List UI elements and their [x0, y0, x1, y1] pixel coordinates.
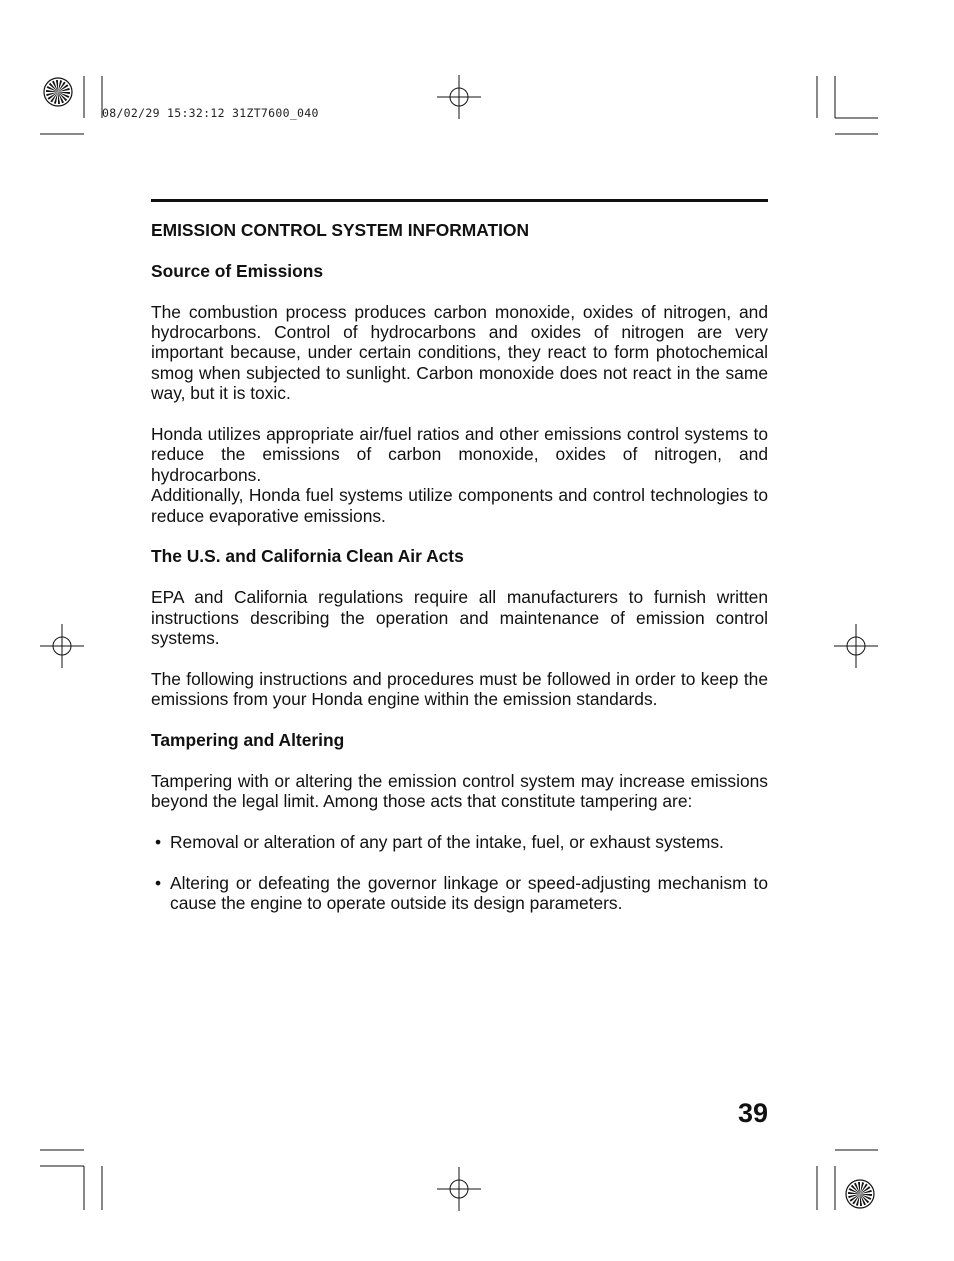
bullet-icon: •: [155, 832, 162, 853]
print-timestamp: 08/02/29 15:32:12 31ZT7600_040: [102, 106, 319, 120]
paragraph: Honda utilizes appropriate air/fuel ratios and other emissions control systems to reduce the emissions of carbon monoxide, oxides of nitrogen, and hydrocarbons.: [151, 424, 768, 485]
registration-starburst-top-left: [44, 78, 72, 106]
registration-crosshair-right: [834, 624, 878, 668]
paragraph: Tampering with or altering the emission control system may increase emissions beyond the legal limit. Among those acts that constitute tampering are:: [151, 770, 768, 812]
registration-crosshair-left: [40, 624, 84, 668]
page-content: [151, 220, 768, 934]
header-rule: [151, 199, 768, 202]
subheading-clean-air-acts: The U.S. and California Clean Air Acts: [151, 546, 464, 567]
subheading-source-of-emissions: Source of Emissions: [151, 260, 324, 281]
list-item: [151, 873, 768, 914]
list-item-text: Removal or alteration of any part of the intake, fuel, or exhaust systems.: [170, 832, 724, 853]
bullet-icon: •: [155, 872, 162, 893]
registration-starburst-bottom-right: [846, 1180, 874, 1208]
tampering-list: [151, 832, 768, 914]
subheading-tampering: Tampering and Altering: [151, 730, 345, 751]
registration-crosshair-top: [437, 75, 481, 119]
paragraph: Additionally, Honda fuel systems utilize components and control technologies to reduce evaporative emissions.: [151, 485, 768, 526]
paragraph: EPA and California regulations require all manufacturers to furnish written instructions describing the operation and maintenance of emission control systems.: [151, 587, 768, 649]
paragraph: The following instructions and procedures must be followed in order to keep the emissions from your Honda engine within the emission standards.: [151, 668, 768, 710]
paragraph: The combustion process produces carbon monoxide, oxides of nitrogen, and hydrocarbons. Control of hydrocarbons and oxides of nitrogen are very important because, under certain conditions, they react to form photochemical smog when subjected to sunlight. Carbon monoxide does not react in the same way, but it is toxic.: [151, 301, 768, 404]
list-item: [151, 832, 768, 852]
page-number: 39: [737, 1098, 768, 1128]
section-title: EMISSION CONTROL SYSTEM INFORMATION: [151, 220, 530, 240]
registration-crosshair-bottom: [437, 1167, 481, 1211]
list-item-text: Altering or defeating the governor linkage or speed-adjusting mechanism to cause the engine to operate outside its design parameters.: [170, 872, 768, 914]
